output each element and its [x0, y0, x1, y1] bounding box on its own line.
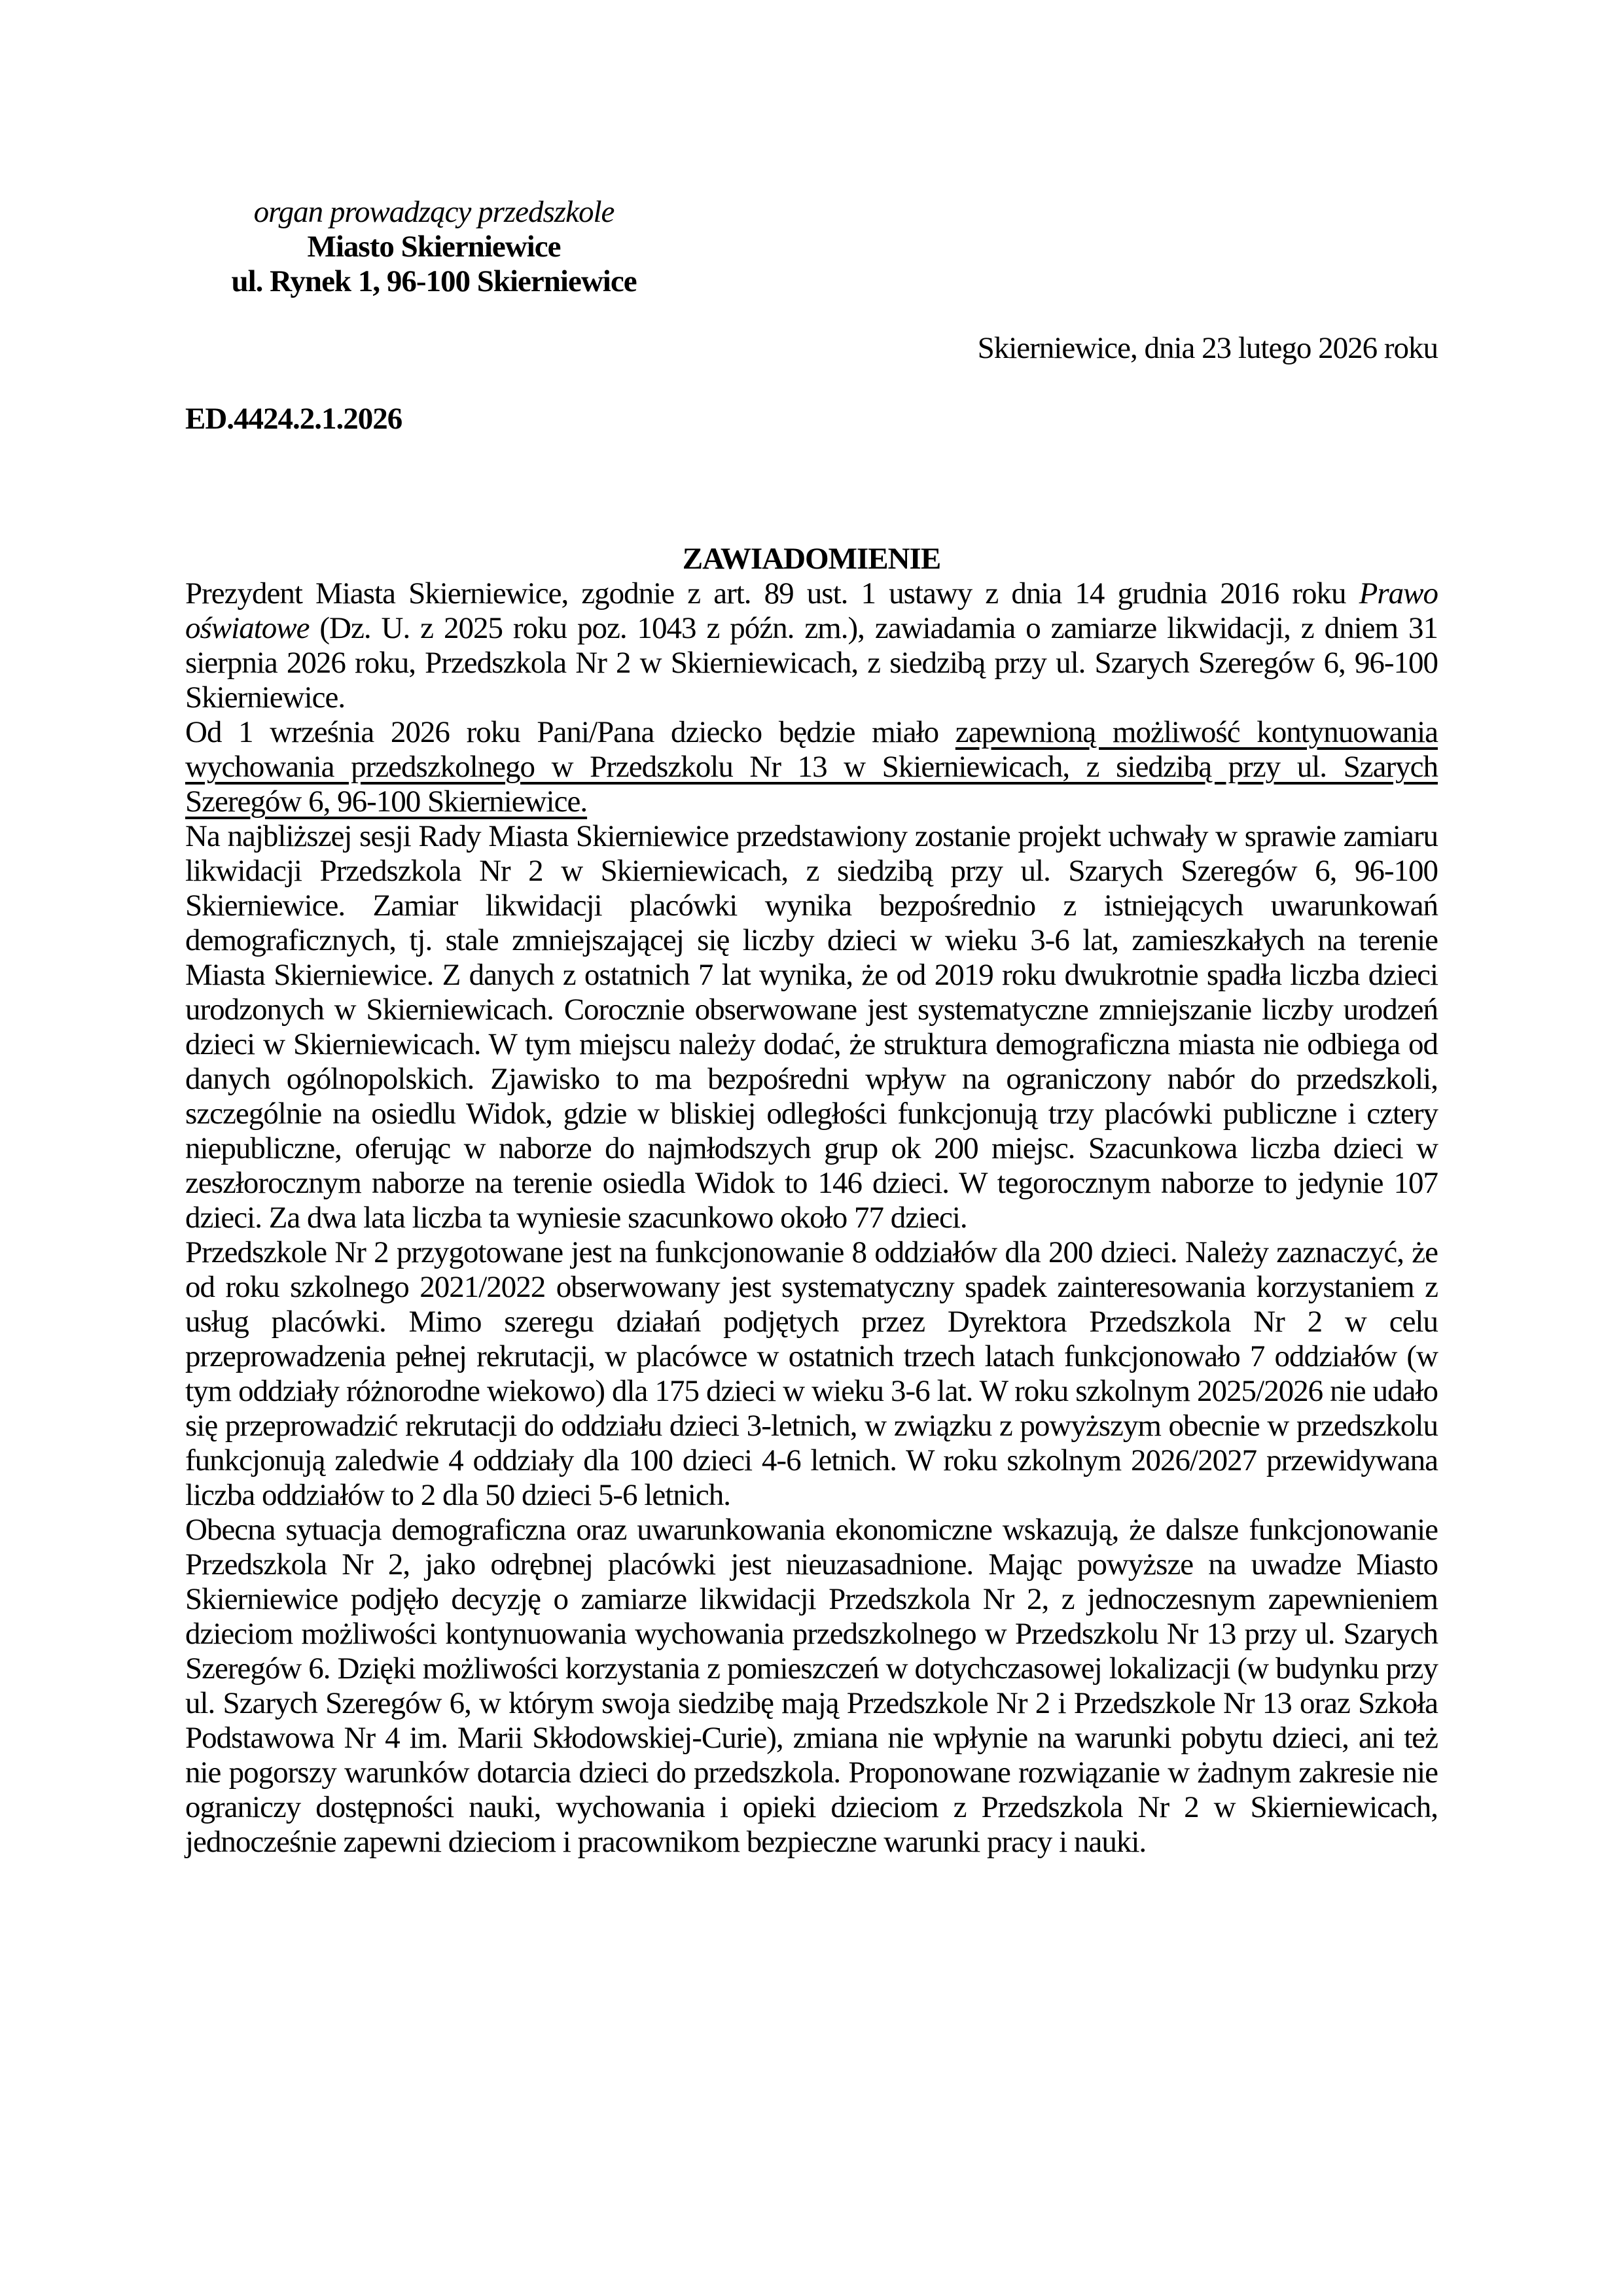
paragraph-demographic-justification: Na najbliższej sesji Rady Miasta Skierniewice przedstawiony zostanie projekt uchwały w sprawie zamiaru likwidacji Przedszkola Nr 2 w Skierniewicach, z siedzibą przy ul. Szarych Szeregów 6, 96-100 Skierniewice. Zamiar likwidacji placówki wynika bezpośrednio z istniejących uwarunkowań demograficznych, tj. stale zmniejszającej się liczby dzieci w wieku 3-6 lat, zamieszkałych na terenie Miasta Skierniewice. Z danych z ostatnich 7 lat wynika, że od 2019 roku dwukrotnie spadła liczba dzieci urodzonych w Skierniewicach. Corocznie obserwowane jest systematyczne zmniejszanie liczby urodzeń dzieci w Skierniewicach. W tym miejscu należy dodać, że struktura demograficzna miasta nie odbiega od danych ogólnopolskich. Zjawisko to ma bezpośredni wpływ na ograniczony nabór do przedszkoli, szczególnie na osiedlu Widok, gdzie w bliskiej odległości funkcjonują trzy placówki publiczne i cztery niepubliczne, oferując w naborze do najmłodszych grup ok 200 miejsc. Szacunkowa liczba dzieci w zeszłorocznym naborze na terenie osiedla Widok to 146 dzieci. W tegorocznym naborze to jedynie 107 dzieci. Za dwa lata liczba ta wyniesie szacunkowo około 77 dzieci.: [185, 819, 1438, 1235]
paragraph-decision-and-assurance: Obecna sytuacja demograficzna oraz uwarunkowania ekonomiczne wskazują, że dalsze funkcjonowanie Przedszkola Nr 2, jako odrębnej placówki jest nieuzasadnione. Mając powyższe na uwadze Miasto Skierniewice podjęło decyzję o zamiarze likwidacji Przedszkola Nr 2, z jednoczesnym zapewnieniem dzieciom możliwości kontynuowania wychowania przedszkolnego w Przedszkolu Nr 13 przy ul. Szarych Szeregów 6. Dzięki możliwości korzystania z pomieszczeń w dotychczasowej lokalizacji (w budynku przy ul. Szarych Szeregów 6, w którym swoja siedzibę mają Przedszkole Nr 2 i Przedszkole Nr 13 oraz Szkoła Podstawowa Nr 4 im. Marii Skłodowskiej-Curie), zmiana nie wpłynie na warunki pobytu dzieci, ani też nie pogorszy warunków dotarcia dzieci do przedszkola. Proponowane rozwiązanie w żadnym zakresie nie ograniczy dostępności nauki, wychowania i opieki dzieciom z Przedszkola Nr 2 w Skierniewicach, jednocześnie zapewni dzieciom i pracownikom bezpieczne warunki pracy i nauki.: [185, 1513, 1438, 1859]
law-title-italic: Prawo oświatowe: [185, 576, 1438, 645]
place-and-date-line: Skierniewice, dnia 23 lutego 2026 roku: [977, 331, 1438, 365]
document-title: ZAWIADOMIENIE: [682, 542, 941, 576]
paragraph-continuation-notice: [185, 715, 1438, 819]
sender-name: Miasto Skierniewice: [307, 230, 561, 264]
paragraph-kindergarten-capacity: Przedszkole Nr 2 przygotowane jest na funkcjonowanie 8 oddziałów dla 200 dzieci. Należy zaznaczyć, że od roku szkolnego 2021/2022 obserwowany jest systematyczny spadek zainteresowania korzystaniem z usług placówki. Mimo szeregu działań podjętych przez Dyrektora Przedszkola Nr 2 w celu przeprowadzenia pełnej rekrutacji, w placówce w ostatnich trzech latach funkcjonowało 7 oddziałów (w tym oddziały różnorodne wiekowo) dla 175 dzieci w wieku 3-6 lat. W roku szkolnym 2025/2026 nie udało się przeprowadzić rekrutacji do oddziału dzieci 3-letnich, w związku z powyższym obecnie w przedszkolu funkcjonują zaledwie 4 oddziały dla 100 dzieci 4-6 letnich. W roku szkolnym 2026/2027 przewidywana liczba oddziałów to 2 dla 50 dzieci 5-6 letnich.: [185, 1235, 1438, 1512]
legal-basis-lead-text: Prezydent Miasta Skierniewice, zgodnie z art. 89 ust. 1 ustawy z dnia 14 grudnia 2016 roku: [185, 576, 1359, 610]
sender-block: [185, 195, 683, 299]
sender-role-label: organ prowadzący przedszkole: [253, 195, 615, 229]
paragraph-legal-basis: [185, 576, 1438, 715]
continuation-lead-text: Od 1 września 2026 roku Pani/Pana dziecko będzie miało: [185, 715, 955, 749]
legal-basis-rest-text: (Dz. U. z 2025 roku poz. 1043 z późn. zm.), zawiadamia o zamiarze likwidacji, z dniem 31 sierpnia 2026 roku, Przedszkola Nr 2 w Skierniewicach, z siedzibą przy ul. Szarych Szeregów 6, 96-100 Skierniewice.: [185, 611, 1438, 715]
continuation-underlined-text: zapewnioną możliwość kontynuowania wychowania przedszkolnego w Przedszkolu Nr 13 w Skierniewicach, z siedzibą przy ul. Szarych Szeregów 6, 96-100 Skierniewice.: [185, 715, 1438, 819]
reference-number: ED.4424.2.1.2026: [185, 402, 402, 436]
sender-address: ul. Rynek 1, 96-100 Skierniewice: [231, 264, 637, 298]
